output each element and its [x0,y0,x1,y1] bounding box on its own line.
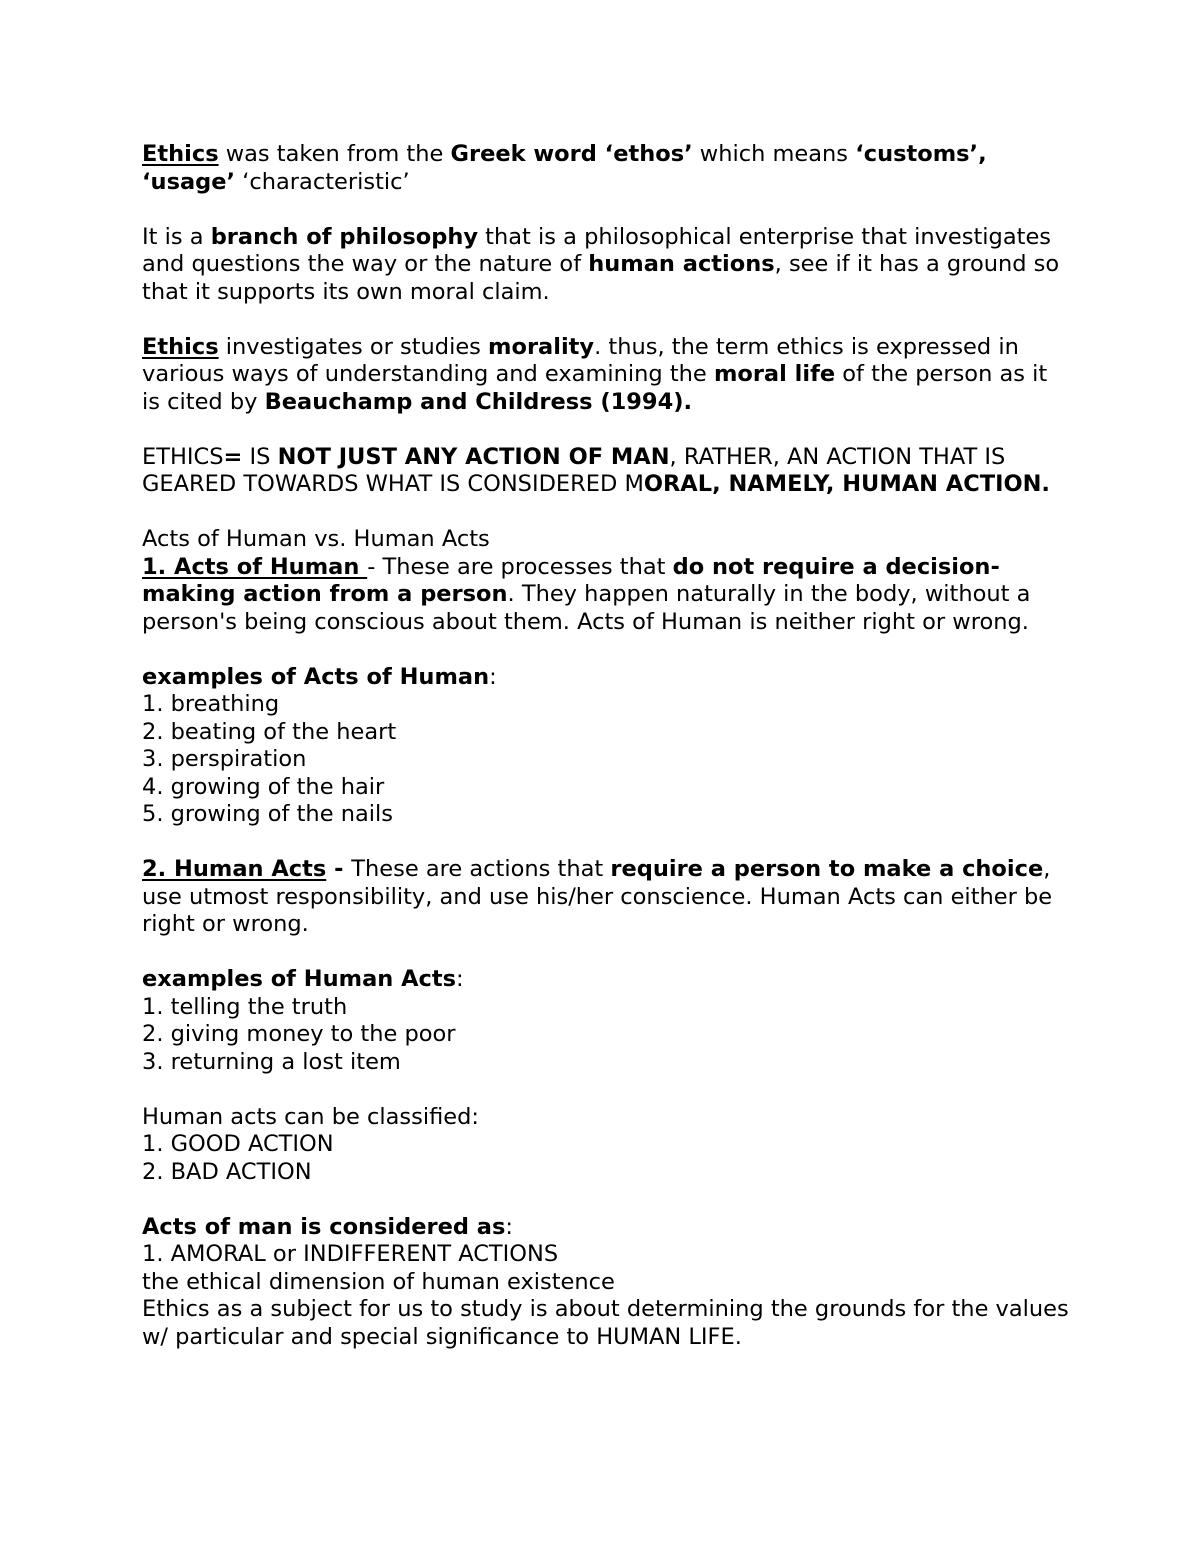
paragraph-ethics-origin: Ethics was taken from the Greek word ‘ethos’ which means ‘customs’, ‘usage’ ‘characteristic’ [142,141,987,195]
term-ethics: Ethics [142,141,219,167]
list-item: 2. beating of the heart [142,718,397,745]
list-item: 3. returning a lost item [142,1048,401,1075]
classified-title: Human acts can be classified: [142,1103,479,1130]
considered-title: Acts of man is considered as: [142,1213,513,1240]
document-body [142,141,1072,1351]
list-item: 1. AMORAL or INDIFFERENT ACTIONS [142,1241,559,1267]
list-item: 4. growing of the hair [142,773,385,800]
term-ethics: Ethics [142,333,219,360]
heading-acts-comparison: Acts of Human vs. Human Acts [142,526,490,552]
list-item: 2. BAD ACTION [142,1158,312,1185]
paragraph-human-acts: 2. Human Acts - These are actions that require a person to make a choice, use utmost responsibility, and use his/her conscience. Human Acts can either be right or wrong. [142,856,1053,937]
paragraph-branch-of-philosophy: It is a branch of philosophy that is a philosophical enterprise that investigates and questions the way or the nature of human actions, see if it has a ground so that it supports its own moral claim. [142,223,1060,305]
list-item: 1. GOOD ACTION [142,1131,334,1157]
list-item: 2. giving money to the poor [142,1021,456,1047]
list-item: Ethics as a subject for us to study is about determining the grounds for the values w/ particular and special significance to HUMAN LIFE. [142,1296,1069,1350]
list-item: 1. breathing [142,691,280,717]
paragraph-ethics-morality: Ethics investigates or studies morality. thus, the term ethics is expressed in various ways of understanding and examining the moral life of the person as it is cited by Beauchamp and Childress (1994). [142,333,1048,415]
paragraph-acts-of-human: 1. Acts of Human - These are processes that do not require a decision-making action from a person. They happen naturally in the body, without a person's being conscious about them. Acts of Human is neither right or wrong. [142,553,1031,635]
examples-human-acts-title: examples of Human Acts: [142,966,464,992]
list-item: the ethical dimension of human existence [142,1268,615,1295]
paragraph-ethics-definition: ETHICS= IS NOT JUST ANY ACTION OF MAN, RATHER, AN ACTION THAT IS GEARED TOWARDS WHAT IS CONSIDERED MORAL, NAMELY, HUMAN ACTION. [142,443,1050,497]
list-item: 5. growing of the nails [142,801,393,827]
examples-acts-of-human-title: examples of Acts of Human: [142,663,497,690]
list-item: 1. telling the truth [142,993,348,1020]
list-item: 3. perspiration [142,746,307,772]
